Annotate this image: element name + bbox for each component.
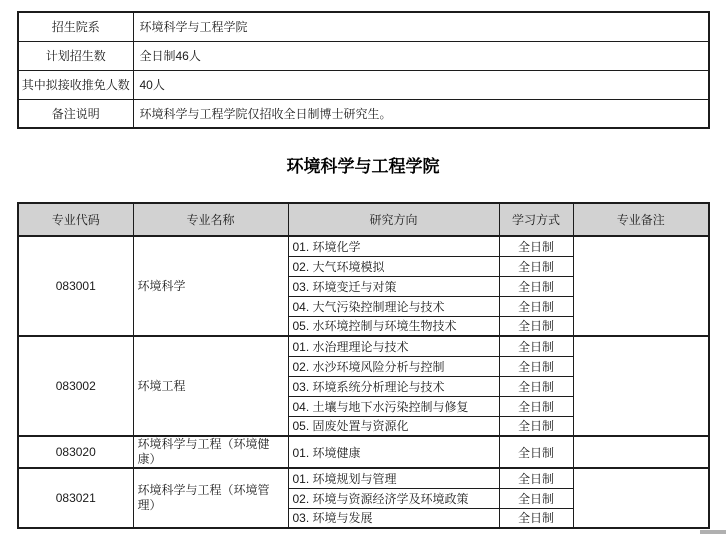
research-direction: 04. 土壤与地下水污染控制与修复 (288, 396, 499, 416)
major-row (18, 468, 709, 488)
study-mode: 全日制 (499, 508, 573, 528)
research-direction: 01. 环境规划与管理 (288, 468, 499, 488)
majors-header-row (18, 203, 709, 236)
major-name: 环境科学与工程（环境管理） (133, 468, 288, 528)
major-row (18, 436, 709, 468)
major-name: 环境科学与工程（环境健康） (133, 436, 288, 468)
major-row (18, 236, 709, 256)
research-direction: 02. 水沙环境风险分析与控制 (288, 356, 499, 376)
column-header-major-name: 专业名称 (133, 203, 288, 236)
info-label: 备注说明 (18, 99, 133, 128)
major-code: 083001 (18, 236, 133, 336)
research-direction: 03. 环境系统分析理论与技术 (288, 376, 499, 396)
study-mode: 全日制 (499, 488, 573, 508)
info-row-department (18, 12, 709, 41)
major-remark (573, 336, 709, 436)
info-value: 环境科学与工程学院仅招收全日制博士研究生。 (133, 99, 709, 128)
info-label: 计划招生数 (18, 41, 133, 70)
research-direction: 05. 固废处置与资源化 (288, 416, 499, 436)
research-direction: 01. 水治理理论与技术 (288, 336, 499, 356)
study-mode: 全日制 (499, 396, 573, 416)
info-value: 40人 (133, 70, 709, 99)
study-mode: 全日制 (499, 316, 573, 336)
majors-table (17, 202, 710, 529)
major-code: 083021 (18, 468, 133, 528)
research-direction: 03. 环境与发展 (288, 508, 499, 528)
column-header-research-direction: 研究方向 (288, 203, 499, 236)
research-direction: 01. 环境健康 (288, 436, 499, 468)
major-remark (573, 436, 709, 468)
info-value: 全日制46人 (133, 41, 709, 70)
research-direction: 03. 环境变迁与对策 (288, 276, 499, 296)
column-header-study-mode: 学习方式 (499, 203, 573, 236)
research-direction: 05. 水环境控制与环境生物技术 (288, 316, 499, 336)
study-mode: 全日制 (499, 356, 573, 376)
study-mode: 全日制 (499, 436, 573, 468)
major-row (18, 336, 709, 356)
study-mode: 全日制 (499, 376, 573, 396)
info-value: 环境科学与工程学院 (133, 12, 709, 41)
study-mode: 全日制 (499, 336, 573, 356)
research-direction: 01. 环境化学 (288, 236, 499, 256)
info-label: 招生院系 (18, 12, 133, 41)
major-code: 083002 (18, 336, 133, 436)
admission-info-table (17, 11, 710, 129)
study-mode: 全日制 (499, 276, 573, 296)
info-row-planned-enrollment (18, 41, 709, 70)
study-mode: 全日制 (499, 468, 573, 488)
study-mode: 全日制 (499, 296, 573, 316)
major-name: 环境科学 (133, 236, 288, 336)
research-direction: 02. 大气环境模拟 (288, 256, 499, 276)
major-name: 环境工程 (133, 336, 288, 436)
research-direction: 04. 大气污染控制理论与技术 (288, 296, 499, 316)
info-row-remarks (18, 99, 709, 128)
column-header-major-remark: 专业备注 (573, 203, 709, 236)
study-mode: 全日制 (499, 416, 573, 436)
study-mode: 全日制 (499, 256, 573, 276)
cutoff-table-fragment (700, 530, 726, 534)
major-remark (573, 236, 709, 336)
research-direction: 02. 环境与资源经济学及环境政策 (288, 488, 499, 508)
major-code: 083020 (18, 436, 133, 468)
info-row-recommended-exempt (18, 70, 709, 99)
info-label: 其中拟接收推免人数 (18, 70, 133, 99)
page-title: 环境科学与工程学院 (286, 157, 440, 176)
column-header-major-code: 专业代码 (18, 203, 133, 236)
major-remark (573, 468, 709, 528)
study-mode: 全日制 (499, 236, 573, 256)
